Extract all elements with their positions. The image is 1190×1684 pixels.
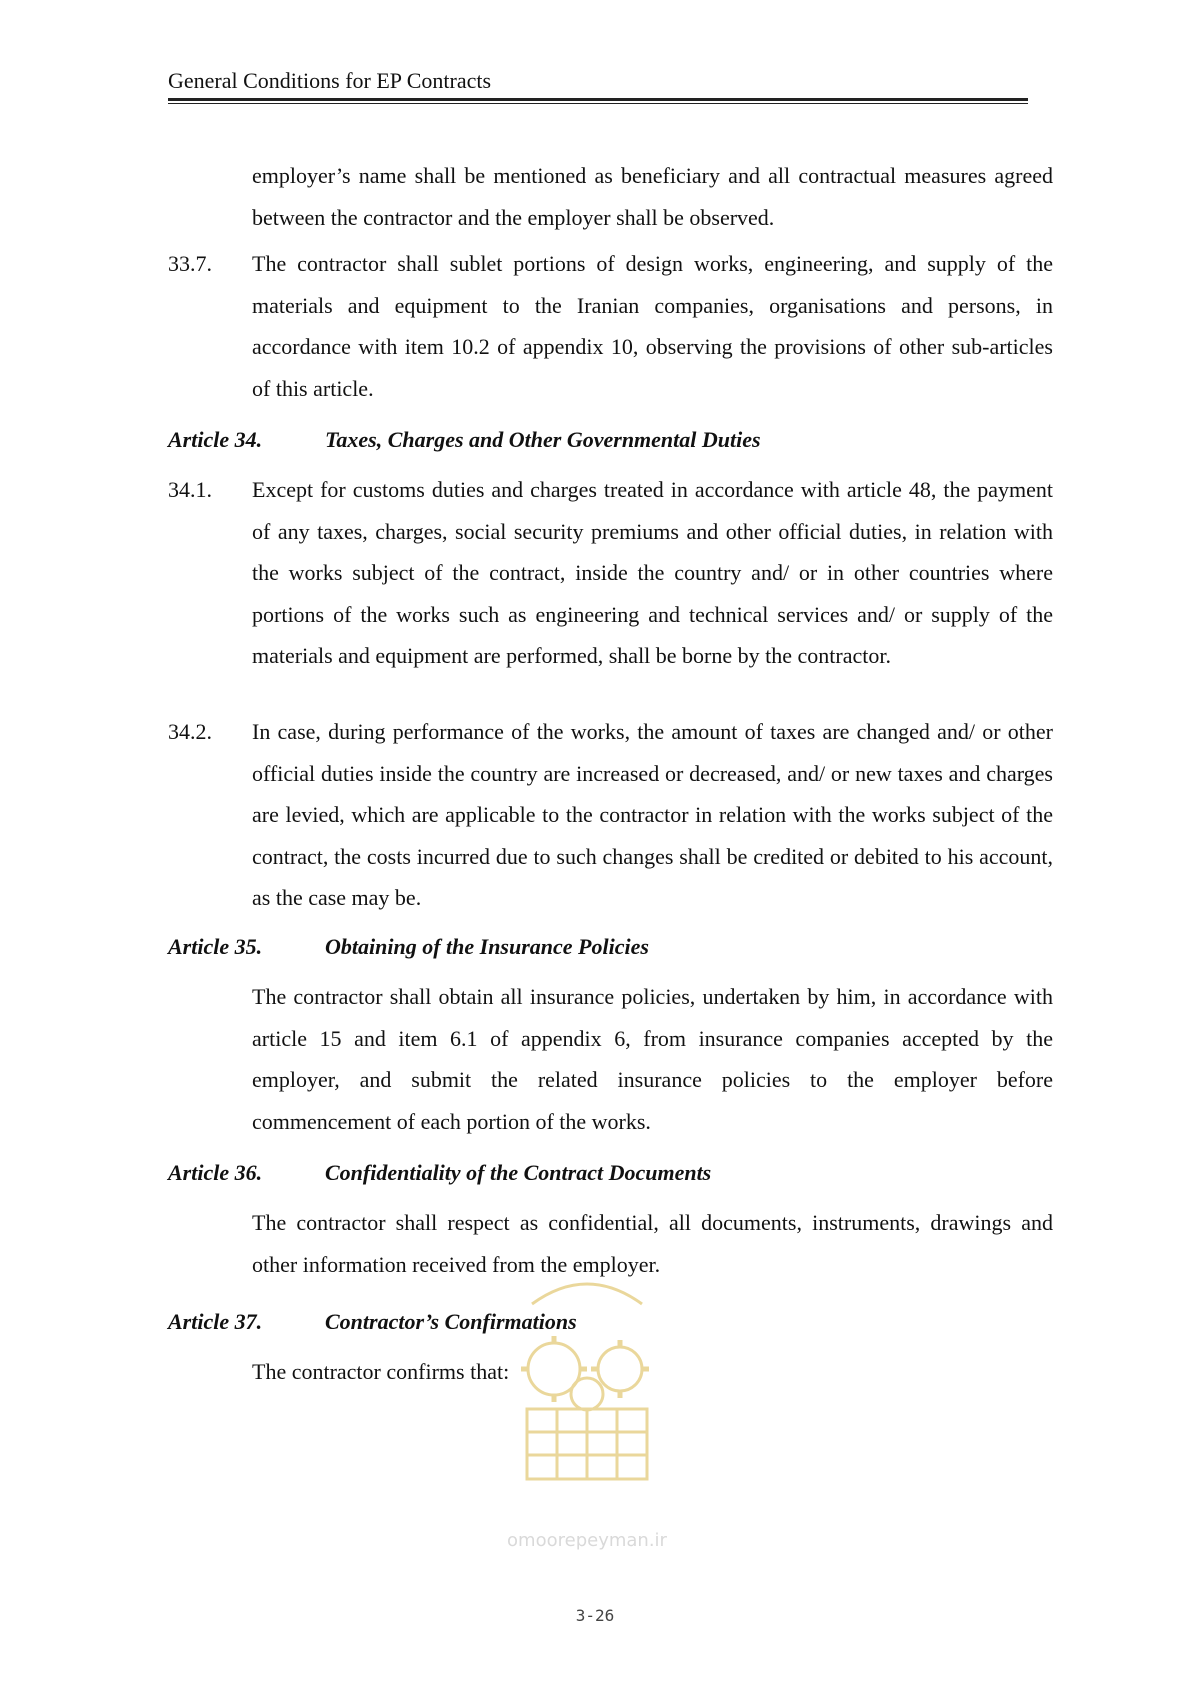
page-number: 3-26 — [575, 1606, 615, 1625]
clause-34-1 — [168, 469, 1053, 677]
article-36-body — [168, 1202, 1053, 1285]
watermark-emblem-icon — [492, 1274, 682, 1524]
clause-text: In case, during performance of the works, the amount of taxes are changed and/ or other official duties inside the country are increased or decreased, and/ or new taxes and charges are levied, which are applicable to the contractor in relation with the works subject of the contract, the costs incurred due to such changes shall be credited or debited to his account, as the case may be. — [252, 719, 1053, 910]
intro-paragraph-block — [168, 155, 1053, 238]
header-double-rule — [168, 98, 1028, 104]
article-paragraph: The contractor shall obtain all insurance policies, undertaken by him, in accordance with article 15 and item 6.1 of appendix 6, from insurance companies accepted by the employer, and submit the related insurance policies to the employer before commencement of each portion of the works. — [252, 984, 1053, 1134]
clause-text: The contractor shall sublet portions of design works, engineering, and supply of the materials and equipment to the Iranian companies, organisations and persons, in accordance with item 10.2 of appendix 10, observing the provisions of other sub-articles of this article. — [252, 251, 1053, 401]
watermark-site-text: omoorepeyman.ir — [507, 1530, 667, 1551]
clause-number: 34.1. — [168, 477, 212, 502]
clause-number: 33.7. — [168, 251, 212, 276]
clause-33-7 — [168, 243, 1053, 409]
article-label: Article 35. — [168, 934, 263, 959]
article-36-heading — [168, 1160, 712, 1185]
article-label: Article 34. — [168, 427, 263, 452]
intro-paragraph: employer’s name shall be mentioned as beneficiary and all contractual measures agreed between the contractor and the employer shall be observed. — [252, 163, 1053, 230]
clause-34-2 — [168, 711, 1053, 919]
clause-text: Except for customs duties and charges treated in accordance with article 48, the payment of any taxes, charges, social security premiums and other official duties, in relation with the works subject of the contract, inside the country and/ or in other countries where portions of the works such as engineering and technical services and/ or supply of the materials and equipment are performed, shall be borne by the contractor. — [252, 477, 1053, 668]
article-34-heading — [168, 427, 761, 452]
article-title: Taxes, Charges and Other Governmental Duties — [325, 427, 761, 452]
article-title: Confidentiality of the Contract Documents — [325, 1160, 712, 1185]
watermark-logo — [492, 1274, 682, 1551]
clause-number: 34.2. — [168, 719, 212, 744]
article-title: Obtaining of the Insurance Policies — [325, 934, 649, 959]
page-header-title: General Conditions for EP Contracts — [168, 68, 492, 93]
article-label: Article 36. — [168, 1160, 263, 1185]
article-35-heading — [168, 934, 649, 959]
article-35-body — [168, 976, 1053, 1142]
article-label: Article 37. — [168, 1309, 263, 1334]
article-paragraph: The contractor confirms that: — [252, 1359, 510, 1384]
article-37-heading — [168, 1309, 577, 1334]
article-paragraph: The contractor shall respect as confidential, all documents, instruments, drawings and other information received from the employer. — [252, 1210, 1053, 1277]
article-title: Contractor’s Confirmations — [325, 1309, 577, 1334]
